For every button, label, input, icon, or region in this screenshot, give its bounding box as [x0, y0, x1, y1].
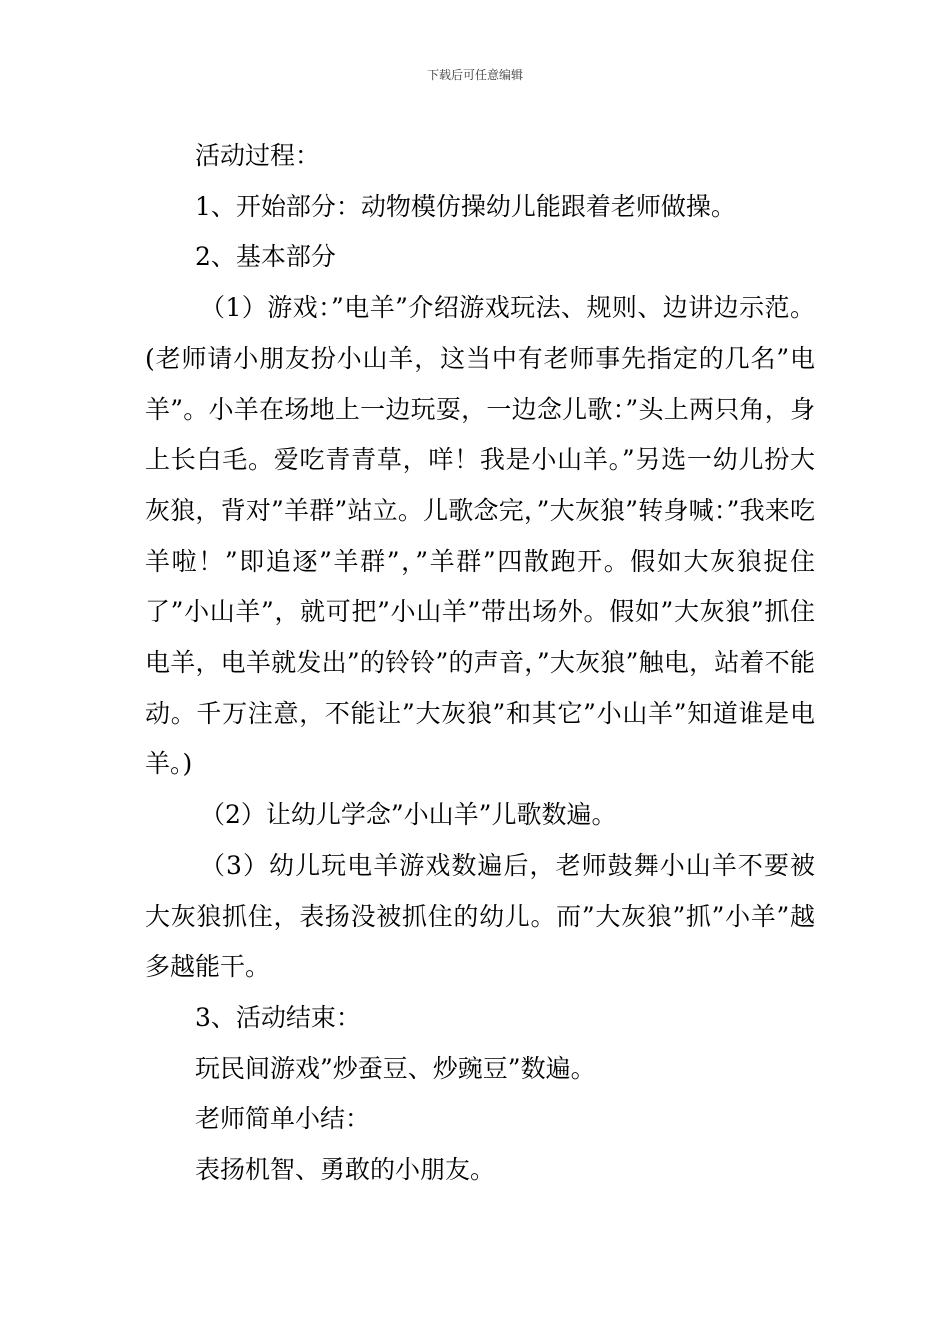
paragraph-activity-end: 3、活动结束：	[195, 1002, 361, 1032]
page-header: 下载后可任意编辑	[426, 68, 523, 82]
section-title-activity-process: 活动过程：	[195, 141, 321, 170]
paragraph-basic-part: 2、基本部分	[195, 242, 336, 272]
paragraph-game-rules: （1）游戏：”电羊”介绍游戏玩法、规则、边讲边示范。(老师请小朋友扮小山羊，这当中有老师事先指定的几名”电羊”。小羊在场地上一边玩耍，一边念儿歌：”头上两只角，身上长白毛。爱吃青青草，咩！我是小山羊。”另选一幼儿扮大灰狼，背对”羊群”站立。儿歌念完，”大灰狼”转身喊：”我来吃羊啦！”即追逐”羊群”，”羊群”四散跑开。假如大灰狼捉住了”小山羊”，就可把”小山羊”带出场外。假如”大灰狼”抓住电羊，电羊就发出”的铃铃”的声音，”大灰狼”触电，站着不能动。千万注意，不能让”大灰狼”和其它”小山羊”知道谁是电羊。)	[145, 293, 815, 779]
paragraph-praise: 表扬机智、勇敢的小朋友。	[195, 1155, 496, 1185]
paragraph-summary: 老师简单小结：	[195, 1104, 371, 1134]
paragraph-recite-song: （2）让幼儿学念”小山羊”儿歌数遍。	[200, 800, 617, 830]
document-body	[145, 131, 815, 1196]
paragraph-start-part: 1、开始部分：动物模仿操幼儿能跟着老师做操。	[195, 191, 736, 221]
paragraph-folk-game: 玩民间游戏”炒蚕豆、炒豌豆”数遍。	[195, 1053, 596, 1083]
paragraph-play-game: （3）幼儿玩电羊游戏数遍后，老师鼓舞小山羊不要被大灰狼抓住，表扬没被抓住的幼儿。而”大灰狼”抓”小羊”越多越能干。	[145, 850, 815, 982]
